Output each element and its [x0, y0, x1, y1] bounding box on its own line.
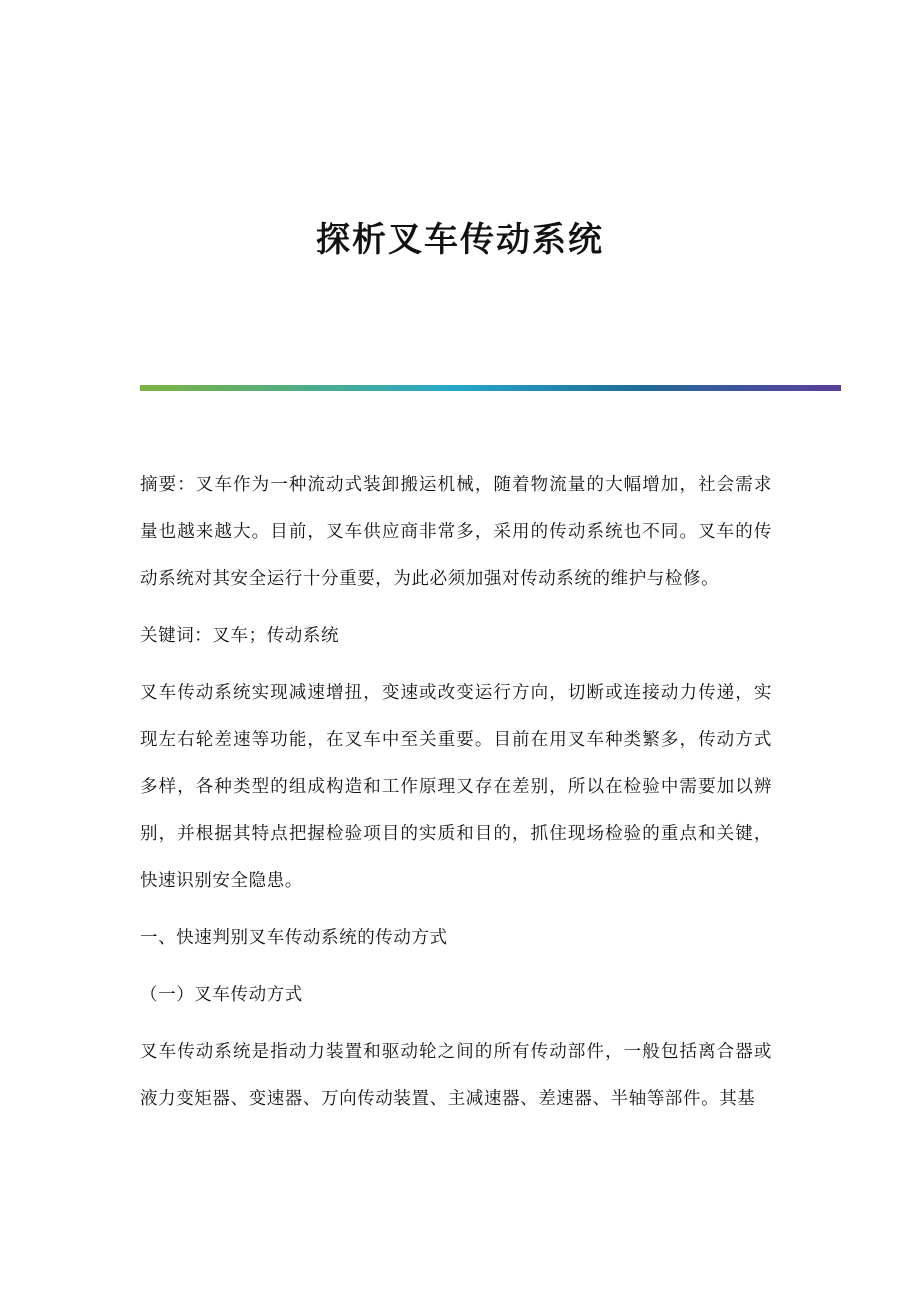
intro-paragraph: 叉车传动系统实现减速增扭，变速或改变运行方向，切断或连接动力传递，实现左右轮差速等功能，在叉车中至关重要。目前在用叉车种类繁多，传动方式多样，各种类型的组成构造和工作原理又存在差别，所以在检验中需要加以辨别，并根据其特点把握检验项目的实质和目的，抓住现场检验的重点和关键，快速识别安全隐患。 — [140, 683, 772, 891]
keywords-line: 关键词：叉车；传动系统 — [140, 626, 340, 646]
title-divider — [140, 385, 841, 391]
section-heading-1: 一、快速判别叉车传动系统的传动方式 — [140, 928, 448, 948]
subsection-heading-1: （一）叉车传动方式 — [140, 985, 303, 1005]
document-body — [140, 462, 772, 1133]
page-title: 探析叉车传动系统 — [316, 220, 604, 260]
abstract-paragraph: 摘要：叉车作为一种流动式装卸搬运机械，随着物流量的大幅增加，社会需求量也越来越大。目前，叉车供应商非常多，采用的传动系统也不同。叉车的传动系统对其安全运行十分重要，为此必须加强对传动系统的维护与检修。 — [140, 475, 772, 589]
body-paragraph: 叉车传动系统是指动力装置和驱动轮之间的所有传动部件，一般包括离合器或液力变矩器、变速器、万向传动装置、主减速器、差速器、半轴等部件。其基 — [140, 1042, 772, 1109]
